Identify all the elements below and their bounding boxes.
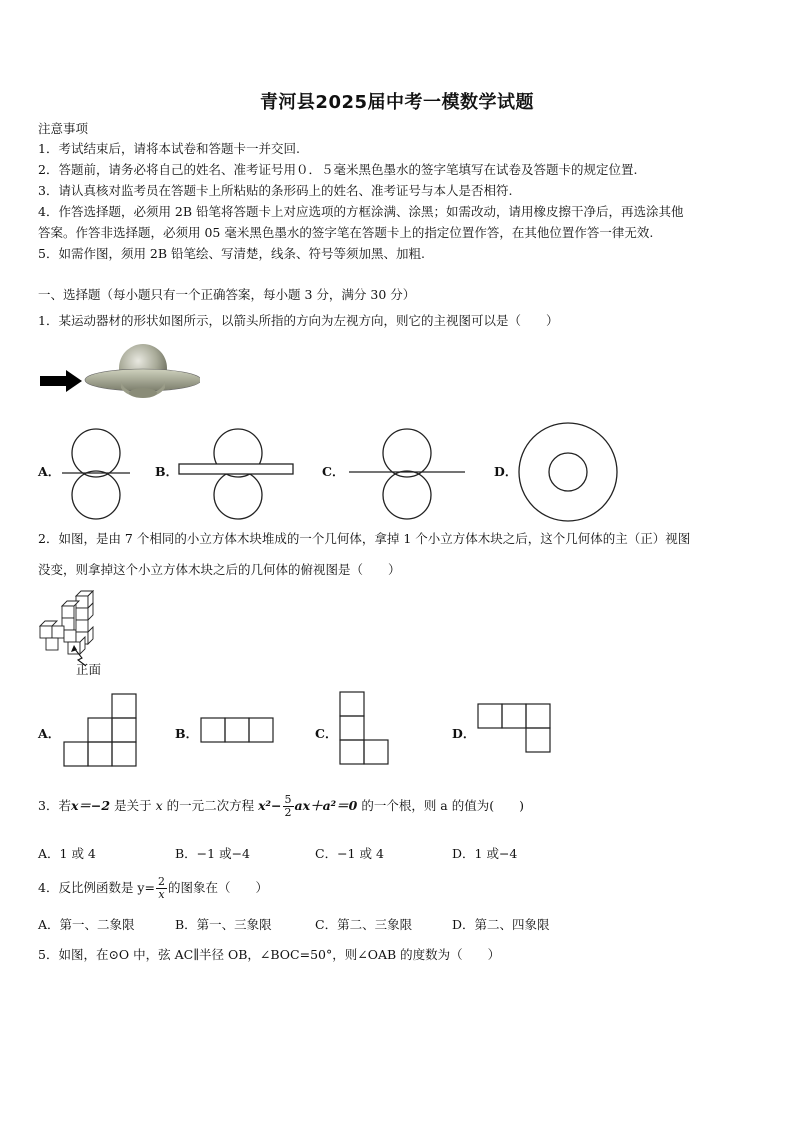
question-1-stem: 1．某运动器材的形状如图所示，以箭头所指的方向为左视方向，则它的主视图可以是（ ） <box>38 313 559 328</box>
q2-option-d[interactable]: D． <box>452 726 476 741</box>
notice-item: 答案。作答非选择题，必须用 05 毫米黑色墨水的签字笔在答题卡上的指定位置作答，在其他位置作答一律无效. <box>38 225 654 240</box>
q1-option-d[interactable]: D． <box>494 464 518 479</box>
notice-heading: 注意事项 <box>38 121 89 136</box>
q2-option-a[interactable]: A． <box>38 726 61 741</box>
question-2-stem-1: 2．如图，是由 7 个相同的小立方体木块堆成的一个几何体，拿掉 1 个小立方体木块之后，这个几何体的主（正）视图 <box>38 531 691 546</box>
q4-option-c[interactable]: C．第二、三象限 <box>315 917 413 932</box>
question-3-stem: 3．若x＝−2 是关于 x 的一元二次方程 x²− $\frac{5}{2}$ ax＋a²＝0 的一个根，则 a 的值为( ) <box>38 793 524 819</box>
q1-option-b-figure <box>176 426 296 522</box>
q2-option-c[interactable]: C． <box>315 726 338 741</box>
q1-option-c-figure <box>345 426 467 522</box>
q1-option-a-figure <box>60 426 132 522</box>
notice-item: 4．作答选择题，必须用 2B 铅笔将答题卡上对应选项的方框涂满、涂黑；如需改动，请用橡皮擦干净后，再选涂其他 <box>38 204 684 219</box>
q3-option-d[interactable]: D．1 或−4 <box>452 846 518 861</box>
notice-item: 1．考试结束后，请将本试卷和答题卡一并交回. <box>38 141 300 156</box>
notice-item: 2．答题前，请务必将自己的姓名、准考证号用０．５毫米黑色墨水的签字笔填写在试卷及答题卡的规定位置. <box>38 162 638 177</box>
q3-option-c[interactable]: C．−1 或 4 <box>315 846 384 861</box>
q4-option-a[interactable]: A．第一、二象限 <box>38 917 135 932</box>
q3-option-a[interactable]: A．1 或 4 <box>38 846 96 861</box>
q2-option-a-figure <box>60 692 140 768</box>
q2-option-b-figure <box>198 715 278 745</box>
notice-item: 3．请认真核对监考员在答题卡上所粘贴的条形码上的姓名、准考证号与本人是否相符. <box>38 183 513 198</box>
section-heading: 一、选择题（每小题只有一个正确答案，每小题 3 分，满分 30 分） <box>38 287 416 302</box>
q2-front-label: 正面 <box>76 662 102 677</box>
q1-option-c[interactable]: C． <box>322 464 345 479</box>
q4-option-b[interactable]: B．第一、三象限 <box>175 917 272 932</box>
q2-option-b[interactable]: B． <box>175 726 199 741</box>
q4-option-d[interactable]: D．第二、四象限 <box>452 917 550 932</box>
q1-option-a[interactable]: A． <box>38 464 61 479</box>
question-2-stem-2: 没变，则拿掉这个小立方体木块之后的几何体的俯视图是（ ） <box>38 562 401 577</box>
q1-option-d-figure <box>516 420 620 524</box>
page-title: 青河县2025届中考一模数学试题 <box>259 92 535 113</box>
q2-option-d-figure <box>474 702 554 756</box>
q3-option-b[interactable]: B．−1 或−4 <box>175 846 251 861</box>
q1-option-b[interactable]: B． <box>155 464 179 479</box>
question-5-stem: 5．如图，在⊙O 中，弦 AC∥半径 OB，∠BOC=50°，则∠OAB 的度数为（ ） <box>38 947 501 962</box>
q4-fraction: $\frac{2}{x}$ <box>157 875 165 901</box>
q2-option-c-figure <box>336 690 392 768</box>
notice-item: 5．如需作图，须用 2B 铅笔绘、写清楚，线条、符号等须加黑、加粗. <box>38 246 426 261</box>
question-4-stem: 4．反比例函数是 y= $\frac{2}{x}$的图象在（ ） <box>38 875 268 901</box>
q3-fraction: $\frac{5}{2}$ <box>284 793 292 819</box>
q1-figure <box>38 338 200 414</box>
arrow-icon <box>40 370 82 392</box>
